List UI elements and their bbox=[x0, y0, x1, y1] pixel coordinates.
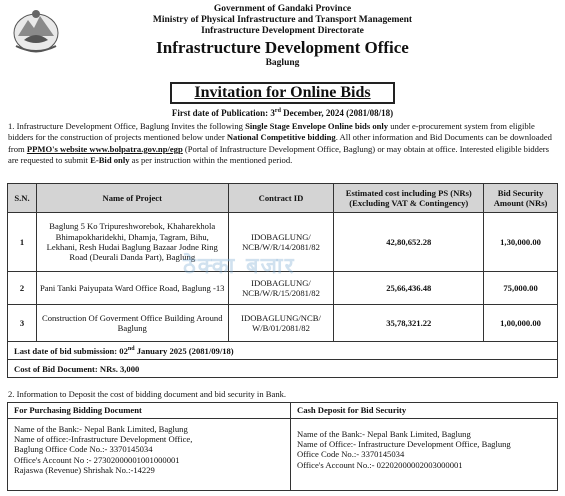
intro-text-1: 1. Infrastructure Development Office, Baglung Invites the following bbox=[8, 121, 246, 131]
cash-line: Name of Office:- Infrastructure Development Office, Baglung bbox=[297, 439, 511, 450]
intro-bold-2: National Competitive bidding bbox=[226, 132, 336, 143]
row-contract: IDOBAGLUNG/ NCB/W/R/15/2081/82 bbox=[228, 272, 334, 305]
row-contract: IDOBAGLUNG/NCB/ W/B/01/2081/82 bbox=[228, 305, 334, 342]
last-date-prefix: Last date of bid submission: 02 bbox=[14, 345, 128, 356]
table-header-row bbox=[8, 184, 558, 213]
intro-text-2: under e-procurement system from eligible bidders for the construction of projects mentioned below under bbox=[8, 121, 535, 143]
cash-section bbox=[291, 403, 557, 490]
row-project: Baglung 5 Ko Tripureshworebok, Khaharekhola Bhimapokharidekhi, Dhamja, Tagram, Bihu, Lekhani, Resh Hudai Baglung Bazaar Jodne Ring Road (Deurali Danda Part), Baglung bbox=[36, 213, 228, 272]
government-name: Government of Gandaki Province bbox=[213, 4, 352, 14]
row-cost: 35,78,321.22 bbox=[334, 305, 484, 342]
row-sn: 1 bbox=[8, 213, 37, 272]
office-header bbox=[0, 4, 565, 69]
bids-table bbox=[7, 183, 558, 378]
row-security: 75,000.00 bbox=[484, 272, 558, 305]
header-project: Name of Project bbox=[36, 184, 228, 213]
cash-heading: Cash Deposit for Bid Security bbox=[291, 403, 557, 419]
purchase-details bbox=[8, 419, 290, 475]
header-cost: Estimated cost including PS (NRs) (Excluding VAT & Contingency) bbox=[334, 184, 484, 213]
office-city: Baglung bbox=[265, 58, 300, 68]
purchase-heading: For Purchasing Bidding Document bbox=[8, 403, 290, 419]
intro-bold-1: Single Stage Envelope Online bids only bbox=[245, 121, 389, 131]
table-row bbox=[8, 272, 558, 305]
header-contract: Contract ID bbox=[228, 184, 334, 213]
table-row bbox=[8, 213, 558, 272]
last-date-cell bbox=[8, 342, 558, 360]
doc-cost-cell: Cost of Bid Document: NRs. 3,000 bbox=[8, 360, 558, 378]
cash-line: Office Code No.:- 3370145034 bbox=[297, 449, 405, 460]
intro-paragraph bbox=[8, 121, 560, 167]
purchase-line: Office's Account No :- 27302000001001000001 bbox=[14, 454, 180, 465]
last-date-row bbox=[8, 342, 558, 360]
notice-title: Invitation for Online Bids bbox=[170, 82, 395, 104]
publication-rest: December, 2024 (2081/08/18) bbox=[280, 108, 394, 118]
row-cost: 25,66,436.48 bbox=[334, 272, 484, 305]
ppmo-website-link[interactable]: PPMO's website www.bolpatra.gov.np/egp bbox=[26, 143, 183, 154]
last-date-rest: January 2025 (2081/09/18) bbox=[134, 345, 234, 356]
office-name: Infrastructure Development Office bbox=[156, 38, 409, 57]
purchase-line: Rajaswa (Revenue) Shrishak No.:-14229 bbox=[14, 464, 155, 475]
cash-line: Name of the Bank:- Nepal Bank Limited, Baglung bbox=[297, 429, 471, 439]
row-project: Pani Tanki Paiyupata Ward Office Road, Baglung -13 bbox=[36, 272, 228, 305]
deposit-info-text: 2. Information to Deposit the cost of bidding document and bid security in Bank. bbox=[8, 389, 287, 399]
header-sn: S.N. bbox=[8, 184, 37, 213]
ministry-name: Ministry of Physical Infrastructure and Transport Management bbox=[152, 15, 413, 25]
watermark-logo: ठेक्का बजार bbox=[183, 254, 296, 279]
publication-date bbox=[0, 108, 565, 118]
intro-text-5: as per instruction within the mentioned period. bbox=[129, 155, 293, 166]
last-date-sup: nd bbox=[127, 345, 135, 352]
purchase-line: Baglung Office Code No.:- 3370145034 bbox=[14, 444, 153, 455]
publication-sup: rd bbox=[274, 108, 281, 114]
directorate-name: Infrastructure Development Directorate bbox=[201, 26, 364, 36]
purchase-line: Name of office:-Infrastructure Development Office, bbox=[14, 434, 193, 445]
row-sn: 2 bbox=[8, 272, 37, 305]
row-cost: 42,80,652.28 bbox=[334, 213, 484, 272]
cash-line: Office's Account No.:- 02202000002003000001 bbox=[297, 459, 463, 470]
row-sn: 3 bbox=[8, 305, 37, 342]
header-security: Bid Security Amount (NRs) bbox=[484, 184, 558, 213]
doc-cost-row bbox=[8, 360, 558, 378]
table-row bbox=[8, 305, 558, 342]
purchase-section bbox=[8, 403, 291, 490]
row-security: 1,30,000.00 bbox=[484, 213, 558, 272]
intro-text-4: (Portal of Infrastructure Development Office, Baglung) or may obtain at office. Interested eligible bidders are requested to submit bbox=[8, 143, 549, 166]
deposit-box bbox=[7, 402, 558, 491]
purchase-line: Name of the Bank:- Nepal Bank Limited, Baglung bbox=[14, 424, 188, 434]
intro-bold-3: E-Bid only bbox=[90, 155, 130, 166]
intro-text-3: . All other information and Bid Documents can be downloaded from bbox=[8, 132, 552, 154]
row-project: Construction Of Goverment Office Building Around Baglung bbox=[36, 305, 228, 342]
cash-details bbox=[291, 419, 557, 470]
row-contract: IDOBAGLUNG/ NCB/W/R/14/2081/82 bbox=[228, 213, 334, 272]
publication-prefix: First date of Publication: 3 bbox=[171, 108, 275, 118]
row-security: 1,00,000.00 bbox=[484, 305, 558, 342]
